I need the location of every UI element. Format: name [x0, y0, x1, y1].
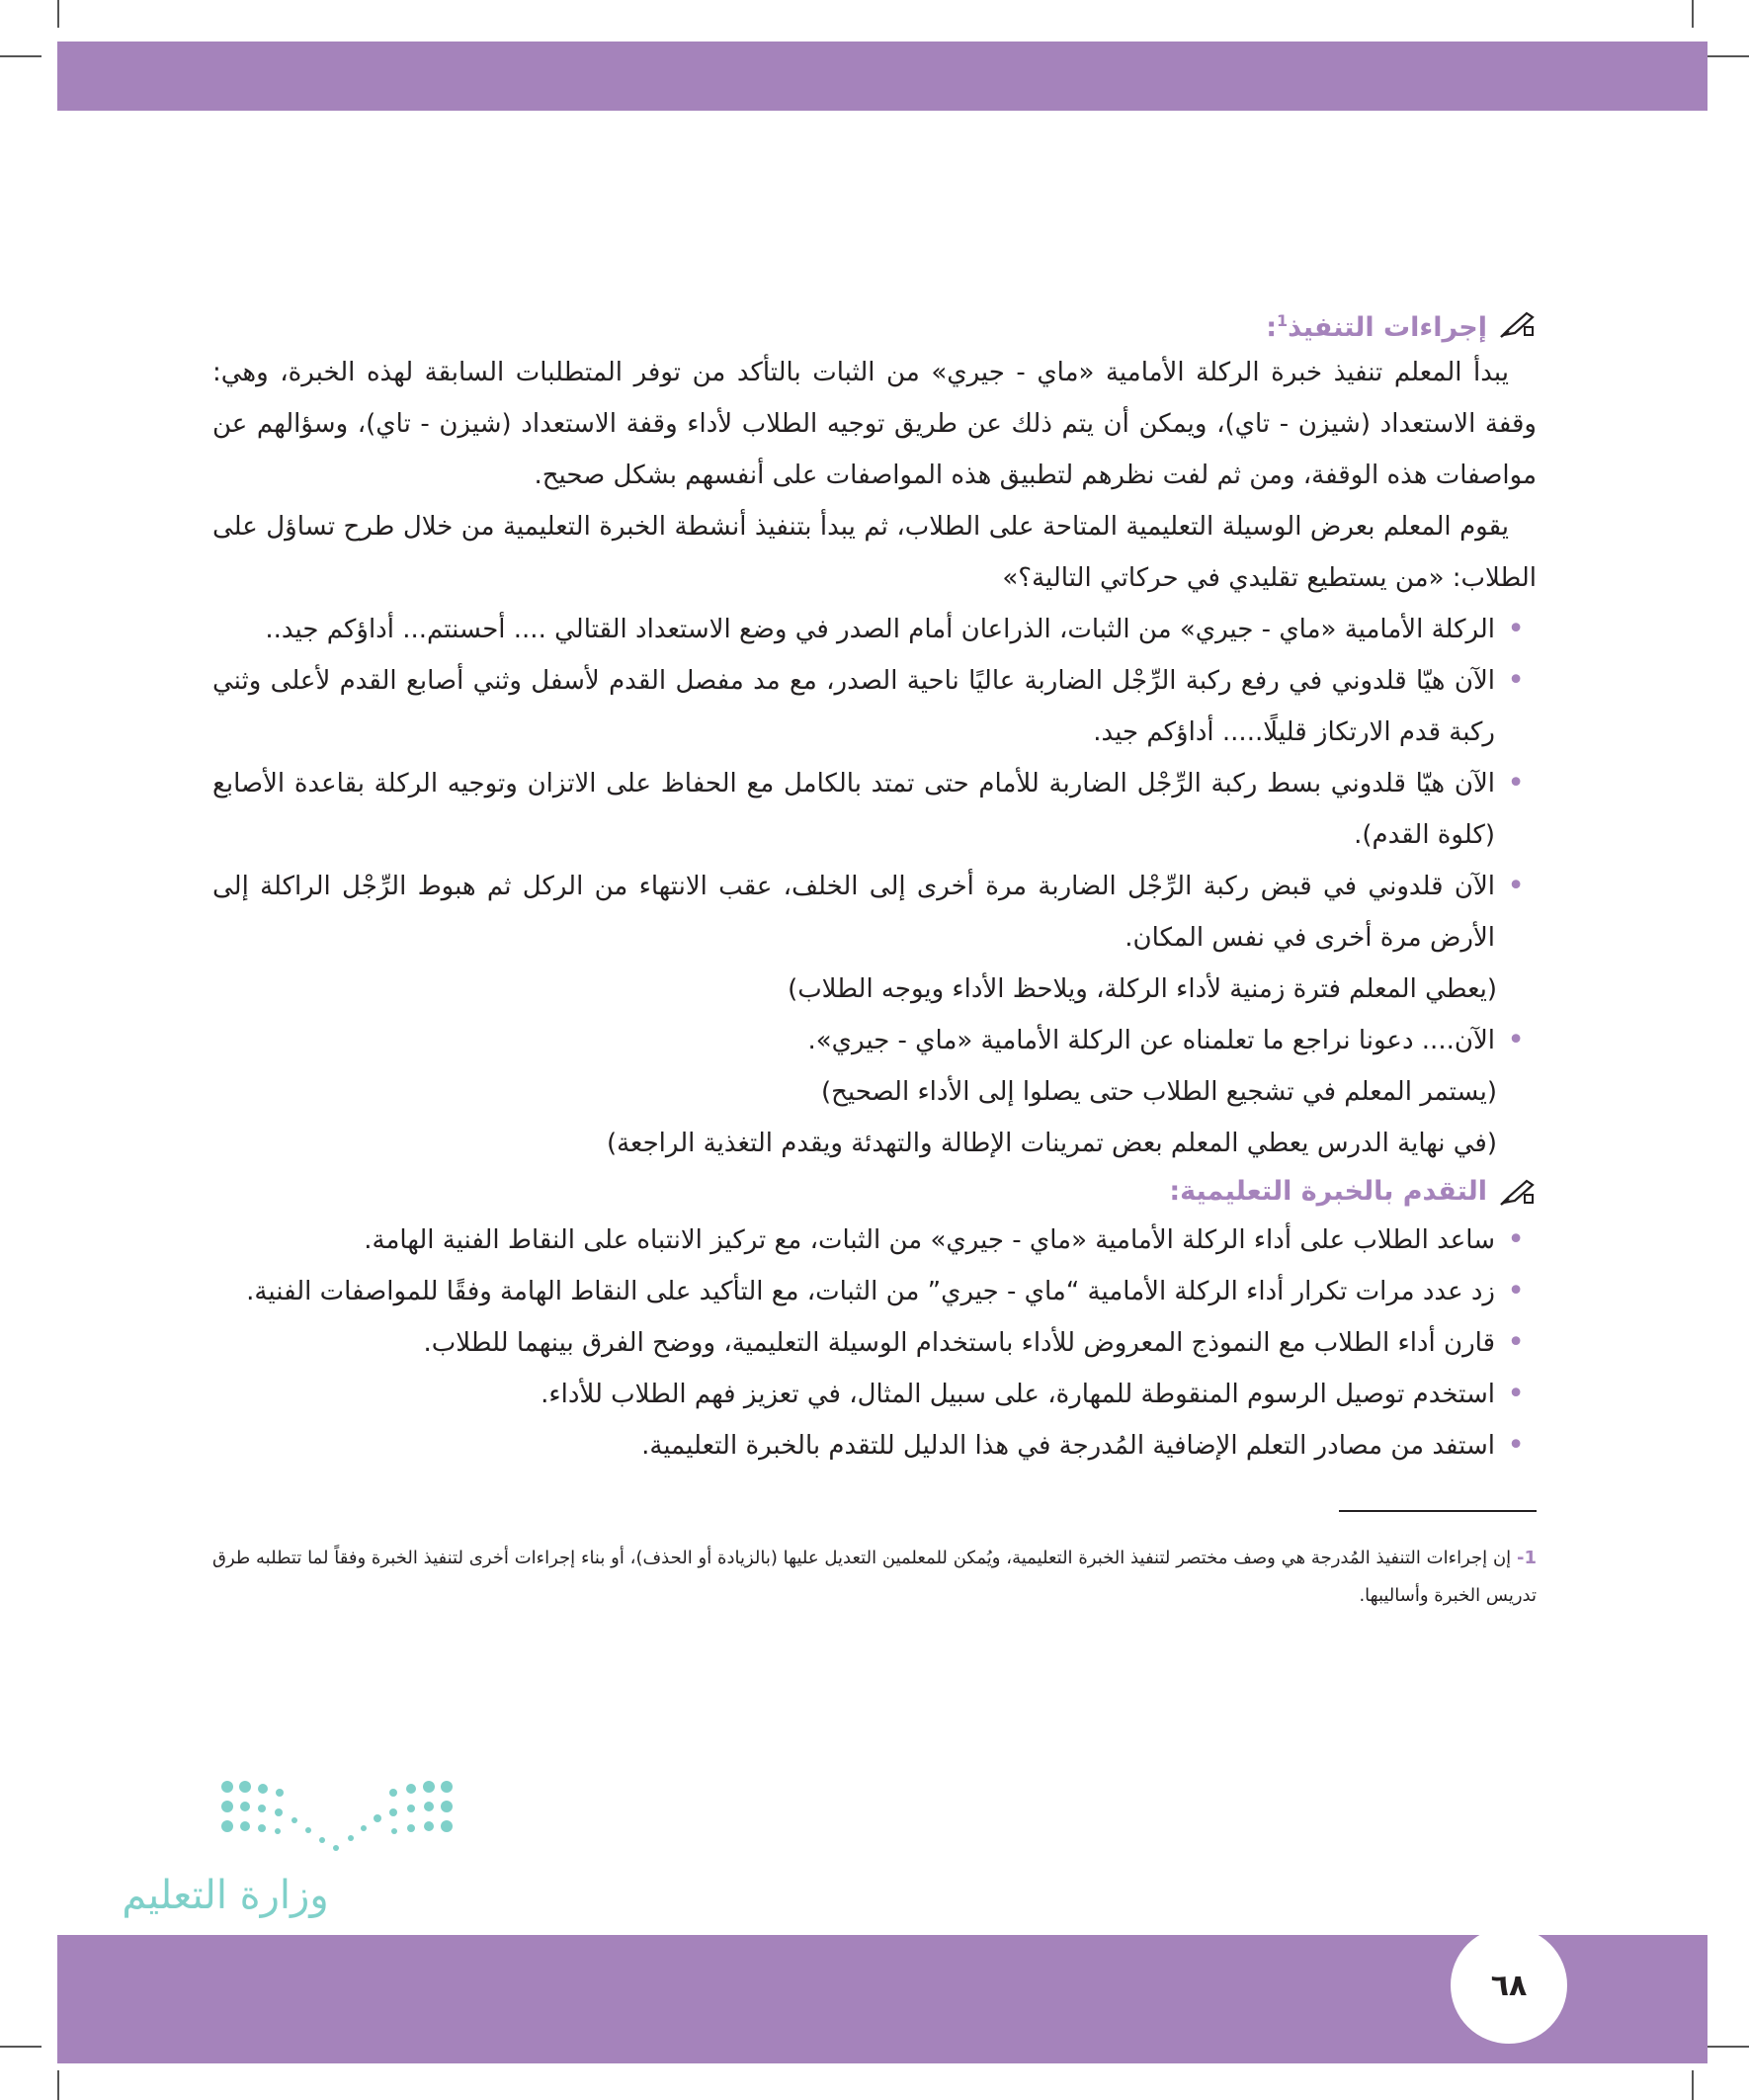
list-item-text: استفد من مصادر التعلم الإضافية المُدرجة في هذا الدليل للتقدم بالخبرة التعليمية. [641, 1431, 1495, 1461]
crop-mark [0, 55, 42, 57]
footnote-ref: 1 [1277, 310, 1289, 330]
bullet-list [212, 1215, 1537, 1471]
bullet-icon: • [1507, 1274, 1525, 1308]
paragraph: يقوم المعلم بعرض الوسيلة التعليمية المتاحة على الطلاب، ثم يبدأ بتنفيذ أنشطة الخبرة التعليمية من خلال طرح تساؤل على الطلاب: «من يستطيع تقليدي في حركاتي التالية؟» [212, 512, 1537, 593]
list-item [212, 1420, 1537, 1471]
bullet-icon: • [1507, 1377, 1525, 1411]
section-title: التقدم بالخبرة التعليمية: [1169, 1176, 1487, 1207]
list-item-text: الآن قلدوني في قبض ركبة الرِّجْل الضاربة مرة أخرى إلى الخلف، عقب الانتهاء من الركل ثم هبوط الرِّجْل الراكلة إلى الأرض مرة أخرى في نفس المكان. [212, 872, 1495, 953]
list-item [212, 1215, 1537, 1266]
list-item [212, 1317, 1537, 1369]
teacher-note: (يستمر المعلم في تشجيع الطلاب حتى يصلوا إلى الأداء الصحيح) [820, 1077, 1497, 1107]
crop-mark [1707, 2046, 1749, 2048]
footnote-number: 1- [1516, 1548, 1537, 1568]
crop-mark [0, 2046, 42, 2048]
section-heading-progression [212, 1169, 1537, 1215]
bullet-icon: • [1507, 1222, 1525, 1257]
footnote-text: إن إجراءات التنفيذ المُدرجة هي وصف مختصر لتنفيذ الخبرة التعليمية، ويُمكن للمعلمين التعديل عليها (بالزيادة أو الحذف)، أو بناء إجراءات أخرى لتنفيذ الخبرة وفقاً لما تتطلبه طرق تدريس الخبرة وأساليبها. [212, 1548, 1537, 1606]
crop-mark [57, 2070, 59, 2100]
list-item-text: استخدم توصيل الرسوم المنقوطة للمهارة، على سبيل المثال، في تعزيز فهم الطلاب للأداء. [541, 1380, 1495, 1409]
section-title: إجراءات التنفيذ [1288, 311, 1487, 343]
page-number: ٦٨ [1451, 1927, 1567, 2044]
bullet-icon: • [1507, 1325, 1525, 1360]
bullet-icon: • [1507, 663, 1525, 698]
list-item [212, 861, 1537, 964]
list-item [212, 1266, 1537, 1317]
bullet-icon: • [1507, 1428, 1525, 1463]
bullet-icon: • [1507, 766, 1525, 800]
list-item [212, 655, 1537, 758]
footnote [212, 1540, 1537, 1615]
heading-colon: : [1266, 311, 1278, 343]
writing-hand-icon [1499, 1177, 1537, 1207]
teacher-note: (يعطي المعلم فترة زمنية لأداء الركلة، ويلاحظ الأداء ويوجه الطلاب) [788, 974, 1497, 1004]
top-color-band [57, 42, 1707, 111]
footnote-divider [1339, 1510, 1537, 1512]
section-heading-procedures [212, 301, 1537, 347]
bullet-list [212, 604, 1537, 964]
crop-mark [1707, 55, 1749, 57]
list-item [212, 758, 1537, 861]
bullet-list [212, 1015, 1537, 1066]
list-item-text: زد عدد مرات تكرار أداء الركلة الأمامية “ماي - جيري” من الثبات، مع التأكيد على النقاط الهامة وفقًا للمواصفات الفنية. [246, 1277, 1495, 1306]
teacher-note: (في نهاية الدرس يعطي المعلم بعض تمرينات الإطالة والتهدئة ويقدم التغذية الراجعة) [606, 1129, 1497, 1158]
list-item-text: الآن هيّا قلدوني بسط ركبة الرِّجْل الضاربة للأمام حتى تمتد بالكامل مع الحفاظ على الاتزان وتوجيه الركلة بقاعدة الأصابع (كلوة القدم). [212, 769, 1495, 850]
bullet-icon: • [1507, 612, 1525, 646]
crop-mark [57, 0, 59, 28]
list-item [212, 604, 1537, 655]
crop-mark [1692, 2070, 1694, 2100]
list-item-text: الركلة الأمامية «ماي - جيري» من الثبات، الذراعان أمام الصدر في وضع الاستعداد القتالي .... أحسنتم... أداؤكم جيد.. [265, 615, 1495, 644]
bullet-icon: • [1507, 1023, 1525, 1057]
paragraph: يبدأ المعلم تنفيذ خبرة الركلة الأمامية «ماي - جيري» من الثبات بالتأكد من توفر المتطلبات السابقة لهذه الخبرة، وهي: وقفة الاستعداد (شيزن - تاي)، ويمكن أن يتم ذلك عن طريق توجيه الطلاب لأداء وقفة الاستعداد (شيزن - تاي)، وسؤالهم عن مواصفات هذه الوقفة، ومن ثم لفت نظرهم لتطبيق هذه المواصفات على أنفسهم بشكل صحيح. [212, 358, 1537, 490]
list-item [212, 1015, 1537, 1066]
list-item-text: الآن.... دعونا نراجع ما تعلمناه عن الركلة الأمامية «ماي - جيري». [807, 1026, 1495, 1055]
ministry-logo-text: وزارة التعليم [122, 1873, 329, 1918]
list-item-text: الآن هيّا قلدوني في رفع ركبة الرِّجْل الضاربة عاليًا ناحية الصدر، مع مد مفصل القدم لأسفل وثني أصابع القدم لأعلى وثني ركبة قدم الارتكاز قليلًا..... أداؤكم جيد. [212, 666, 1495, 747]
crop-mark [1692, 0, 1694, 28]
list-item [212, 1369, 1537, 1420]
page-content [212, 301, 1537, 1471]
list-item-text: ساعد الطلاب على أداء الركلة الأمامية «ماي - جيري» من الثبات، مع تركيز الانتباه على النقاط الفنية الهامة. [364, 1225, 1495, 1255]
bullet-icon: • [1507, 869, 1525, 903]
list-item-text: قارن أداء الطلاب مع النموذج المعروض للأداء باستخدام الوسيلة التعليمية، ووضح الفرق بينهما للطلاب. [423, 1328, 1495, 1358]
writing-hand-icon [1499, 309, 1537, 339]
